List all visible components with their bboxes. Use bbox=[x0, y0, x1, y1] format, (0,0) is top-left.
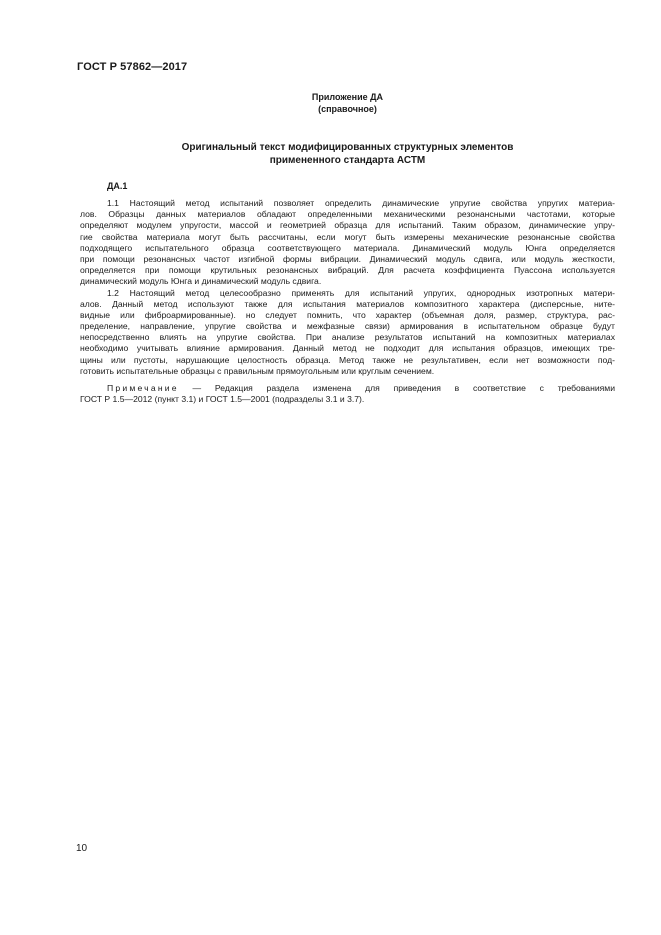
paragraph-line: непосредственно влиять на упругие свойства. При анализе результатов испытаний на композитных материалах bbox=[80, 332, 615, 343]
paragraph-line: готовить испытательные образцы с правильным прямоугольным или круглым сечением. bbox=[80, 365, 435, 376]
page-number: 10 bbox=[76, 843, 88, 854]
paragraph-line: 1.2 Настоящий метод целесообразно применять для испытаний упругих, однородных изотропных матери- bbox=[107, 287, 615, 298]
paragraph-line: при помощи резонансных частот изгибной формы вибрации. Динамический модуль сдвига, или модуль жесткости, bbox=[80, 253, 615, 264]
note-label: Примечание bbox=[107, 383, 179, 393]
paragraph-line: гие свойства материала могут быть рассчитаны, если могут быть измерены механические резонансные свойства bbox=[80, 231, 615, 242]
document-code: ГОСТ Р 57862—2017 bbox=[77, 61, 188, 73]
heading-line-2: примененного стандарта АСТМ bbox=[269, 154, 426, 166]
section-heading bbox=[100, 142, 595, 167]
appendix-header bbox=[200, 91, 495, 115]
paragraph-line: необходимо учитывать влияние армирования. Данный метод не подходит для испытания образцов, имеющих тре- bbox=[80, 343, 615, 354]
paragraph-line: пределение, направление, упругие свойства и межфазные связи) армирования в испытательном образце будут bbox=[80, 321, 615, 332]
paragraph-line: определяют модулем упругости, массой и геометрией образца для испытаний. Таким образом, динамические упру- bbox=[80, 220, 615, 231]
paragraph-line: лов. Образцы данных материалов обладают определенными механическими резонансными частотами, которые bbox=[80, 209, 615, 220]
paragraph-line: щины или пустоты, нарушающие целостность образца. Метод также не результативен, если нет возможности под- bbox=[80, 354, 615, 365]
body-text bbox=[80, 198, 615, 405]
note-text: — Редакция раздела изменена для приведения в соответствие с требованиями bbox=[178, 383, 615, 393]
paragraph-line: динамический модуль Юнга и динамический модуль сдвига. bbox=[80, 276, 322, 287]
note bbox=[80, 383, 615, 405]
paragraph-line: подходящего испытательного образца соответствующего материала. Динамический модуль Юнга определяется bbox=[80, 242, 615, 253]
note-line-2: ГОСТ Р 1.5—2012 (пункт 3.1) и ГОСТ 1.5—2001 (подразделы 3.1 и 3.7). bbox=[80, 394, 365, 405]
appendix-subtitle: (справочное) bbox=[318, 104, 377, 114]
paragraph-line: алов. Данный метод используют также для испытания материалов композитного характера (дисперсные, ните- bbox=[80, 298, 615, 309]
paragraph-line: определяется при помощи крутильных резонансных вибраций. Для расчета коэффициента Пуассона используется bbox=[80, 265, 615, 276]
paragraph-line: 1.1 Настоящий метод испытаний позволяет определить динамические упругие свойства упругих материа- bbox=[107, 198, 615, 208]
paragraph-1-1 bbox=[80, 198, 615, 288]
paragraph-line: видные или фиброармированные). но следует помнить, что характер (объемная доля, размер, структура, рас- bbox=[80, 309, 615, 320]
section-id: ДА.1 bbox=[107, 181, 128, 191]
heading-line-1: Оригинальный текст модифицированных структурных элементов bbox=[181, 142, 514, 153]
appendix-title: Приложение ДА bbox=[311, 92, 384, 102]
note-line-1 bbox=[80, 383, 615, 394]
paragraph-1-2 bbox=[80, 288, 615, 378]
